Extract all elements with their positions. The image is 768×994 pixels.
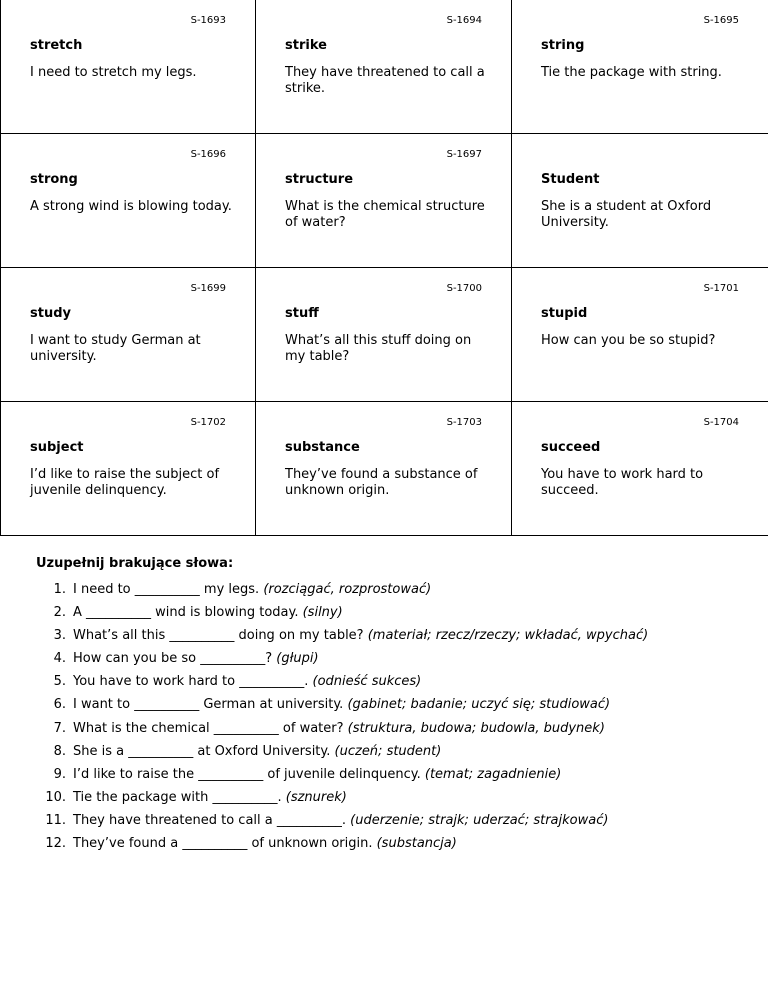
flashcard — [0, 134, 256, 268]
exercise-item — [36, 836, 756, 859]
exercise-item — [36, 721, 756, 744]
flashcard — [256, 268, 512, 402]
flashcard — [0, 0, 256, 134]
item-number: 3. — [53, 628, 66, 644]
card-word: subject — [30, 440, 84, 455]
fill-in-exercise — [36, 556, 756, 859]
card-code: S-1704 — [703, 417, 739, 428]
card-word: string — [541, 38, 585, 53]
card-code: S-1703 — [446, 417, 482, 428]
card-code: S-1693 — [190, 15, 226, 26]
item-number: 4. — [53, 651, 66, 667]
card-word: Student — [541, 172, 600, 187]
item-hint: (struktura, budowa; budowla, budynek) — [347, 720, 605, 736]
exercise-item — [36, 582, 756, 605]
item-text: I need to __________ my legs. — [73, 582, 260, 597]
card-code: S-1701 — [703, 283, 739, 294]
item-text: I want to __________ German at university. — [73, 697, 344, 713]
card-sentence: You have to work hard to succeed. — [541, 467, 704, 498]
exercise-item — [36, 790, 756, 813]
item-text: They have threatened to call a __________. — [73, 812, 346, 828]
item-number: 10. — [45, 789, 66, 805]
card-code: S-1694 — [446, 15, 482, 26]
flashcard — [512, 134, 768, 268]
card-sentence: They have threatened to call a strike. — [285, 65, 485, 96]
card-code: S-1697 — [446, 149, 482, 160]
exercise-item — [36, 605, 756, 628]
card-word: succeed — [541, 440, 601, 455]
item-number: 9. — [53, 766, 66, 782]
card-sentence: She is a student at Oxford University. — [541, 199, 712, 230]
item-number: 8. — [53, 743, 66, 759]
exercise-item — [36, 767, 756, 790]
card-word: stretch — [30, 38, 83, 53]
item-hint: (temat; zagadnienie) — [424, 766, 562, 782]
item-hint: (głupi) — [276, 651, 319, 667]
item-number: 6. — [53, 697, 66, 713]
item-number: 12. — [45, 836, 66, 852]
item-hint: (sznurek) — [285, 789, 347, 805]
flashcard — [256, 134, 512, 268]
card-code: S-1702 — [190, 417, 226, 428]
exercise-item — [36, 628, 756, 651]
card-sentence: What is the chemical structure of water? — [285, 199, 485, 230]
item-text: How can you be so __________? — [73, 651, 273, 667]
item-text: What is the chemical __________ of water? — [73, 720, 344, 736]
card-sentence: How can you be so stupid? — [541, 333, 716, 348]
exercise-item — [36, 674, 756, 697]
card-sentence: A strong wind is blowing today. — [30, 199, 232, 214]
item-number: 7. — [53, 720, 66, 736]
item-text: What’s all this __________ doing on my table? — [73, 628, 364, 644]
card-word: strong — [30, 172, 78, 187]
item-text: A __________ wind is blowing today. — [73, 605, 299, 621]
card-word: structure — [285, 172, 354, 187]
item-number: 2. — [53, 605, 66, 621]
card-sentence: They’ve found a substance of unknown origin. — [285, 467, 478, 498]
item-hint: (silny) — [302, 605, 343, 621]
flashcard — [0, 402, 256, 536]
item-hint: (gabinet; badanie; uczyć się; studiować) — [347, 697, 611, 713]
exercise-item — [36, 651, 756, 674]
exercise-item — [36, 813, 756, 836]
card-sentence: What’s all this stuff doing on my table? — [285, 333, 472, 364]
card-code: S-1700 — [446, 283, 482, 294]
item-hint: (odnieść sukces) — [312, 674, 422, 690]
item-hint: (uderzenie; strajk; uderzać; strajkować) — [350, 812, 609, 828]
item-hint: (substancja) — [376, 836, 457, 852]
item-hint: (materiał; rzecz/rzeczy; wkładać, wpychać) — [367, 628, 649, 644]
card-word: substance — [285, 440, 360, 455]
exercise-item — [36, 697, 756, 720]
exercise-title: Uzupełnij brakujące słowa: — [36, 556, 234, 571]
item-text: I’d like to raise the __________ of juvenile delinquency. — [73, 766, 421, 782]
item-number: 1. — [53, 582, 66, 597]
exercise-list — [36, 582, 756, 859]
card-word: study — [30, 306, 71, 321]
item-text: They’ve found a __________ of unknown origin. — [73, 836, 373, 852]
item-text: You have to work hard to __________. — [73, 674, 309, 690]
item-number: 5. — [53, 674, 66, 690]
flashcard — [0, 268, 256, 402]
card-sentence: I’d like to raise the subject of juvenile delinquency. — [30, 467, 220, 498]
card-code: S-1695 — [703, 15, 739, 26]
item-hint: (uczeń; student) — [334, 743, 442, 759]
card-sentence: I want to study German at university. — [30, 333, 201, 364]
flashcard — [512, 402, 768, 536]
item-hint: (rozciągać, rozprostować) — [263, 582, 432, 597]
card-word: stuff — [285, 306, 319, 321]
flashcard — [512, 0, 768, 134]
card-word: strike — [285, 38, 327, 53]
exercise-item — [36, 744, 756, 767]
item-number: 11. — [45, 812, 66, 828]
card-sentence: I need to stretch my legs. — [30, 65, 197, 80]
card-word: stupid — [541, 306, 588, 321]
flashcard — [256, 0, 512, 134]
item-text: She is a __________ at Oxford University. — [73, 743, 331, 759]
card-sentence: Tie the package with string. — [541, 65, 722, 80]
card-code: S-1699 — [190, 283, 226, 294]
item-text: Tie the package with __________. — [73, 789, 282, 805]
flashcard — [256, 402, 512, 536]
flashcard — [512, 268, 768, 402]
card-code: S-1696 — [190, 149, 226, 160]
